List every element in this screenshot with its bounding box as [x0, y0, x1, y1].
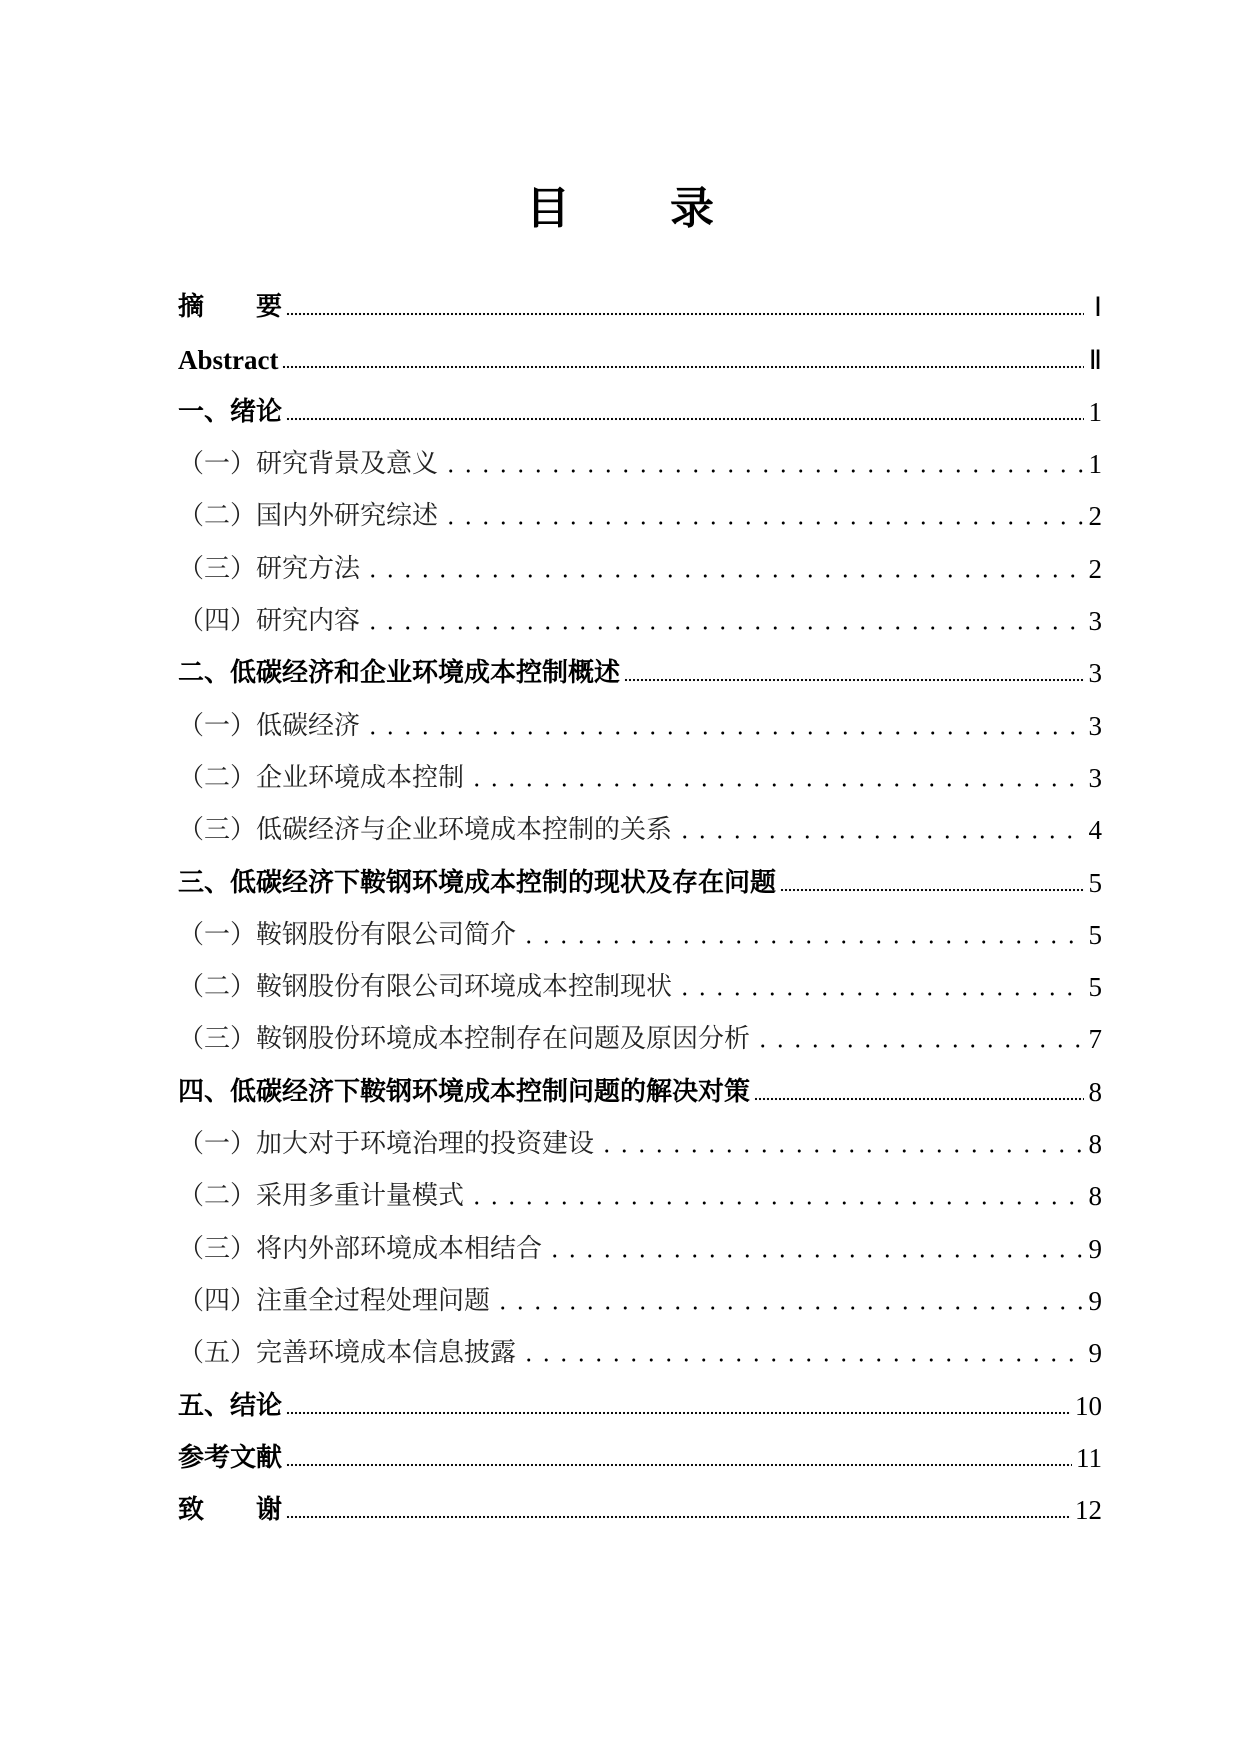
dot-leader [364, 626, 1084, 630]
dot-leader [520, 1358, 1084, 1362]
toc-chapter-entry[interactable] [178, 1421, 1102, 1473]
toc-page-number: 9 [1088, 1233, 1102, 1264]
toc-page-number: 4 [1088, 815, 1102, 846]
page-title [0, 172, 1240, 236]
toc-section-entry[interactable] [178, 741, 1102, 793]
toc-page-number: 11 [1076, 1442, 1102, 1473]
toc-section-entry[interactable] [178, 898, 1102, 950]
toc-section-entry[interactable] [178, 479, 1102, 531]
toc-page-number: 5 [1088, 919, 1102, 950]
toc-page-number: Ⅱ [1088, 344, 1102, 375]
toc-entry-label: 四、低碳经济下鞍钢环境成本控制问题的解决对策 [178, 1076, 751, 1107]
dot-leader [286, 1515, 1071, 1519]
dot-leader [286, 1411, 1071, 1415]
toc-page-number: 2 [1088, 501, 1102, 532]
toc-entry-label: （四）注重全过程处理问题 [178, 1285, 491, 1316]
dot-leader [676, 992, 1084, 996]
toc-section-entry[interactable] [178, 531, 1102, 583]
toc-chapter-entry[interactable] [178, 322, 1102, 374]
dot-leader [598, 1149, 1084, 1153]
toc-chapter-entry[interactable] [178, 270, 1102, 322]
toc-entry-label: （一）鞍钢股份有限公司简介 [178, 919, 517, 950]
toc-page-number: 1 [1088, 396, 1102, 427]
dot-leader [468, 1201, 1084, 1205]
toc-page-number: 8 [1088, 1129, 1102, 1160]
toc-entry-label: （三）低碳经济与企业环境成本控制的关系 [178, 815, 673, 846]
dot-leader [754, 1044, 1084, 1048]
toc-page-number: 9 [1088, 1285, 1102, 1316]
toc-section-entry[interactable] [178, 1159, 1102, 1211]
toc-entry-label: （四）研究内容 [178, 606, 361, 637]
toc-page-number: 8 [1088, 1181, 1102, 1212]
dot-leader [286, 312, 1084, 316]
toc-entry-label: （二）鞍钢股份有限公司环境成本控制现状 [178, 972, 673, 1003]
toc-entry-label: 摘 要 [178, 292, 283, 323]
toc-page-number: 9 [1088, 1338, 1102, 1369]
toc-section-entry[interactable] [178, 688, 1102, 740]
toc-page-number: Ⅰ [1094, 292, 1102, 323]
title-char-1: 目 [526, 183, 570, 234]
toc-entry-label: （三）将内外部环境成本相结合 [178, 1233, 543, 1264]
dot-leader [624, 678, 1084, 682]
toc-page-number: 10 [1075, 1390, 1102, 1421]
toc-section-entry[interactable] [178, 1264, 1102, 1316]
dot-leader [468, 783, 1084, 787]
toc-entry-label: （二）企业环境成本控制 [178, 762, 465, 793]
toc-page-number: 5 [1088, 867, 1102, 898]
toc-entry-label: 一、绪论 [178, 396, 283, 427]
toc-entry-label: （一）研究背景及意义 [178, 449, 439, 480]
toc-page-number: 3 [1088, 762, 1102, 793]
toc-entry-label: 致 谢 [178, 1495, 283, 1526]
toc-chapter-entry[interactable] [178, 375, 1102, 427]
toc-chapter-entry[interactable] [178, 1368, 1102, 1420]
toc-entry-label: 二、低碳经济和企业环境成本控制概述 [178, 658, 621, 689]
toc-section-entry[interactable] [178, 427, 1102, 479]
dot-leader [286, 1463, 1072, 1467]
toc-section-entry[interactable] [178, 1107, 1102, 1159]
toc-section-entry[interactable] [178, 584, 1102, 636]
toc-page-number: 3 [1088, 606, 1102, 637]
toc-section-entry[interactable] [178, 1211, 1102, 1263]
dot-leader [754, 1097, 1084, 1101]
dot-leader [442, 521, 1084, 525]
toc-section-entry[interactable] [178, 950, 1102, 1002]
dot-leader [676, 835, 1084, 839]
toc-section-entry[interactable] [178, 793, 1102, 845]
dot-leader [780, 888, 1084, 892]
toc-page-number: 7 [1088, 1024, 1102, 1055]
toc-section-entry[interactable] [178, 1002, 1102, 1054]
dot-leader [286, 417, 1084, 421]
toc-entry-label: （二）国内外研究综述 [178, 501, 439, 532]
dot-leader [494, 1306, 1084, 1310]
dot-leader [282, 365, 1084, 369]
toc-entry-label: （一）低碳经济 [178, 710, 361, 741]
toc-entry-label: 五、结论 [178, 1390, 283, 1421]
toc-chapter-entry[interactable] [178, 636, 1102, 688]
toc-page-number: 3 [1088, 710, 1102, 741]
toc-entry-label: （五）完善环境成本信息披露 [178, 1338, 517, 1369]
toc-page-number: 2 [1088, 553, 1102, 584]
toc-entry-label: 三、低碳经济下鞍钢环境成本控制的现状及存在问题 [178, 867, 777, 898]
title-char-2: 录 [670, 183, 714, 234]
dot-leader [520, 940, 1084, 944]
toc-entry-label: （三）研究方法 [178, 553, 361, 584]
dot-leader [442, 469, 1084, 473]
table-of-contents [178, 270, 1102, 1525]
toc-section-entry[interactable] [178, 1316, 1102, 1368]
toc-chapter-entry[interactable] [178, 845, 1102, 897]
toc-chapter-entry[interactable] [178, 1473, 1102, 1525]
toc-page-number: 12 [1075, 1495, 1102, 1526]
dot-leader [364, 731, 1084, 735]
toc-page-number: 8 [1088, 1076, 1102, 1107]
dot-leader [364, 574, 1084, 578]
toc-entry-label: Abstract [178, 344, 279, 375]
dot-leader [546, 1254, 1084, 1258]
toc-entry-label: 参考文献 [178, 1442, 283, 1473]
toc-entry-label: （二）采用多重计量模式 [178, 1181, 465, 1212]
toc-entry-label: （三）鞍钢股份环境成本控制存在问题及原因分析 [178, 1024, 751, 1055]
toc-entry-label: （一）加大对于环境治理的投资建设 [178, 1129, 595, 1160]
toc-page-number: 1 [1088, 449, 1102, 480]
toc-chapter-entry[interactable] [178, 1054, 1102, 1106]
toc-page-number: 3 [1088, 658, 1102, 689]
toc-page-number: 5 [1088, 972, 1102, 1003]
